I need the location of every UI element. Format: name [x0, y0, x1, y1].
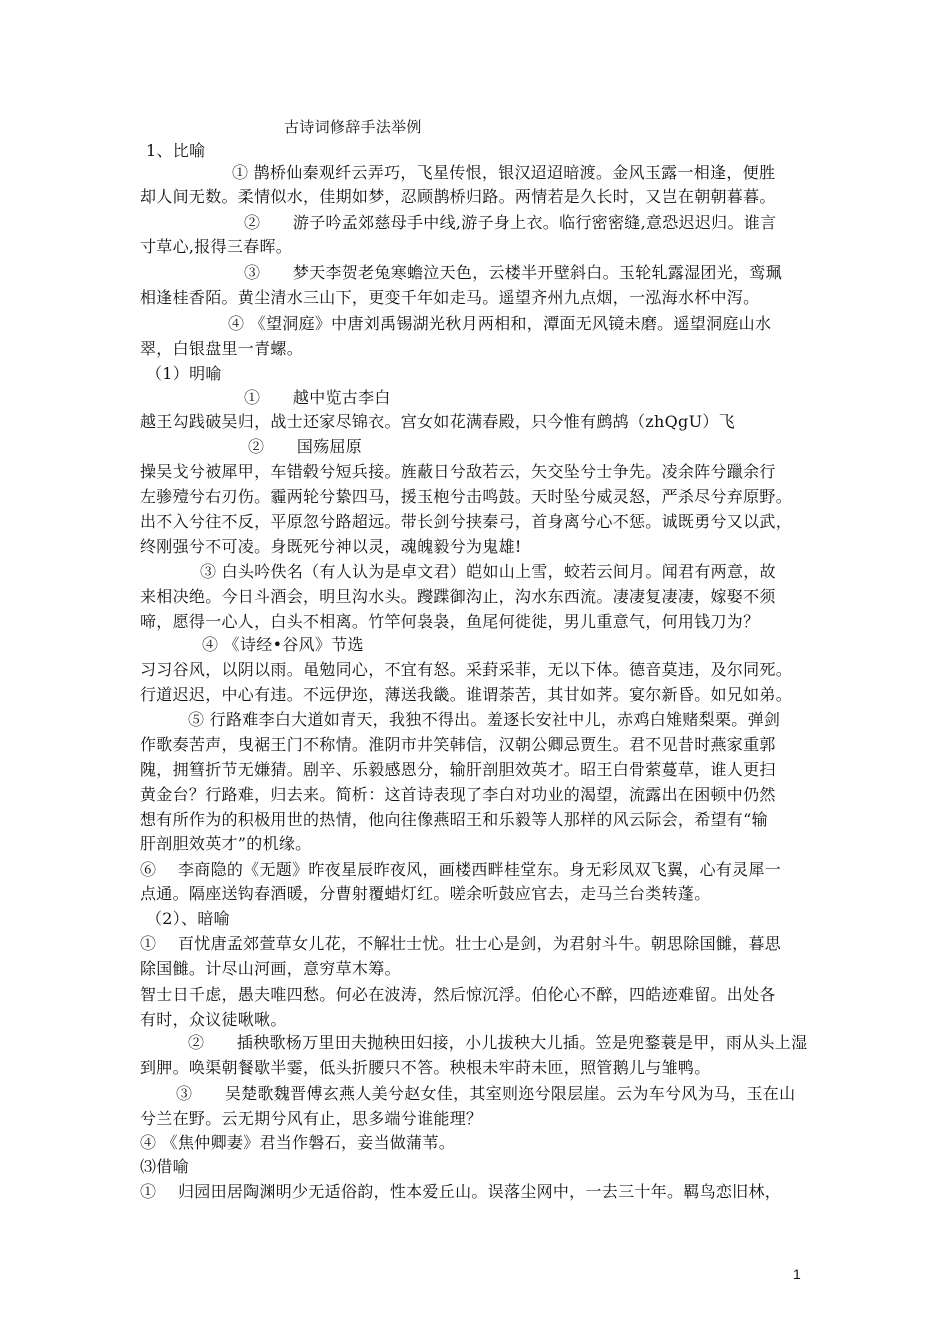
document-title: 古诗词修辞手法举例	[284, 118, 422, 136]
text-line: ③ 白头吟佚名（有人认为是卓文君）皑如山上雪，蛟若云间月。闻君有两意，故	[200, 562, 776, 581]
text-line: 来相决绝。今日斗酒会，明旦沟水头。躞蹀御沟止，沟水东西流。凄凄复凄凄，嫁娶不须	[140, 587, 776, 606]
text-line: 智士日千虑，愚夫唯四愁。何必在波涛，然后惊沉浮。伯伦心不醉，四皓迹难留。出处各	[140, 985, 776, 1004]
text-line: 想有所作为的积极用世的热情，他向往像燕昭王和乐毅等人那样的风云际会，希望有“输	[140, 810, 768, 829]
text-line: 却人间无数。柔情似水，佳期如梦，忍顾鹊桥归路。两情若是久长时，又岂在朝朝暮暮。	[140, 187, 776, 206]
text-line: 出不入兮往不反，平原忽兮路超远。带长剑兮挟秦弓，首身离兮心不惩。诚既勇兮又以武，	[140, 512, 793, 531]
text-line: ① 鹊桥仙秦观纤云弄巧，飞星传恨，银汉迢迢暗渡。金风玉露一相逢，便胜	[232, 163, 776, 182]
text-line: 行道迟迟，中心有违。不远伊迩，薄送我畿。谁谓荼苦，其甘如荠。宴尔新昏。如兄如弟。	[140, 685, 793, 704]
text-line: 隗，拥篲折节无嫌猜。剧辛、乐毅感恩分，输肝剖胆效英才。昭王白骨萦蔓草，谁人更扫	[140, 760, 776, 779]
text-line: ① 越中览古李白	[244, 388, 391, 407]
text-line: ③ 梦天李贺老兔寒蟾泣天色，云楼半开壁斜白。玉轮轧露湿团光，鸾珮	[244, 263, 782, 282]
section-heading: （1）明喻	[146, 364, 222, 383]
text-line: 黄金台？行路难，归去来。简析：这首诗表现了李白对功业的渴望，流露出在困顿中仍然	[140, 785, 776, 804]
text-line: 除国雠。计尽山河画，意穷草木筹。	[140, 959, 401, 978]
text-line: ② 国殇屈原	[248, 437, 363, 456]
text-line: 相逢桂香陌。黄尘清水三山下，更变千年如走马。遥望齐州九点烟，一泓海水杯中泻。	[140, 288, 760, 307]
section-heading: ⑶借喻	[140, 1157, 189, 1176]
text-line: ② 插秧歌杨万里田夫抛秧田妇接，小儿拔秧大儿插。笠是兜鍪蓑是甲，雨从头上湿	[188, 1033, 808, 1052]
text-line: 左骖殪兮右刃伤。霾两轮兮絷四马，援玉枹兮击鸣鼓。天时坠兮威灵怒，严杀尽兮弃原野。	[140, 487, 793, 506]
text-line: ① 归园田居陶渊明少无适俗韵，性本爱丘山。误落尘网中，一去三十年。羁鸟恋旧林，	[140, 1182, 782, 1201]
text-line: 兮兰在野。云无期兮风有止，思多端兮谁能理？	[140, 1109, 483, 1128]
text-line: ① 百忧唐孟郊萱草女儿花，不解壮士忧。壮士心是剑，为君射斗牛。朝思除国雠，暮思	[140, 934, 782, 953]
text-line: 越王勾践破吴归，战士还家尽锦衣。宫女如花满春殿，只今惟有鹧鸪（zhQgU）飞	[140, 412, 735, 431]
text-line: 寸草心,报得三春晖。	[140, 237, 293, 256]
text-line: ④ 《焦仲卿妻》君当作磐石，妾当做蒲苇。	[140, 1133, 456, 1152]
text-line: 操吴戈兮被犀甲，车错毂兮短兵接。旌蔽日兮敌若云，矢交坠兮士争先。凌余阵兮躐余行	[140, 462, 776, 481]
text-line: 习习谷风，以阴以雨。黾勉同心，不宜有怒。采葑采菲，无以下体。德音莫违，及尔同死。	[140, 660, 793, 679]
text-line: 终刚强兮不可凌。身既死兮神以灵，魂魄毅兮为鬼雄!	[140, 537, 522, 556]
text-line: ⑥ 李商隐的《无题》昨夜星辰昨夜风，画楼西畔桂堂东。身无彩凤双飞翼，心有灵犀一	[140, 860, 782, 879]
page-number: 1	[793, 1266, 801, 1282]
section-heading: （2）、暗喻	[146, 909, 230, 928]
text-line: 啼，愿得一心人，白头不相离。竹竿何袅袅，鱼尾何徙徙，男儿重意气，何用钱刀为？	[140, 612, 760, 631]
text-line: ④ 《望洞庭》中唐刘禹锡湖光秋月两相和，潭面无风镜未磨。遥望洞庭山水	[228, 314, 772, 333]
text-line: 点通。隔座送钩春酒暖，分曹射覆蜡灯红。嗟余听鼓应官去，走马兰台类转蓬。	[140, 884, 711, 903]
text-line: 有时，众议徒啾啾。	[140, 1010, 287, 1029]
text-line: ③ 吴楚歌魏晋傅玄燕人美兮赵女佳，其室则迩兮限层崖。云为车兮风为马，玉在山	[176, 1084, 796, 1103]
text-line: ⑤ 行路难李白大道如青天，我独不得出。羞逐长安社中儿，赤鸡白雉赌梨栗。弹剑	[188, 710, 781, 729]
text-line: ④ 《诗经•谷风》节选	[202, 635, 364, 654]
text-line: ② 游子吟孟郊慈母手中线,游子身上衣。临行密密缝,意恐迟迟归。谁言	[244, 213, 777, 232]
section-heading: 1、比喻	[146, 141, 206, 160]
text-line: 翠，白银盘里一青螺。	[140, 339, 304, 358]
text-line: 肝剖胆效英才”的机缘。	[140, 834, 312, 853]
text-line: 到胛。唤渠朝餐歇半霎，低头折腰只不答。秧根未牢莳未匝，照管鹅儿与雏鸭。	[140, 1058, 711, 1077]
text-line: 作歌奏苦声，曳裾王门不称情。淮阴市井笑韩信，汉朝公卿忌贾生。君不见昔时燕家重郭	[140, 735, 776, 754]
